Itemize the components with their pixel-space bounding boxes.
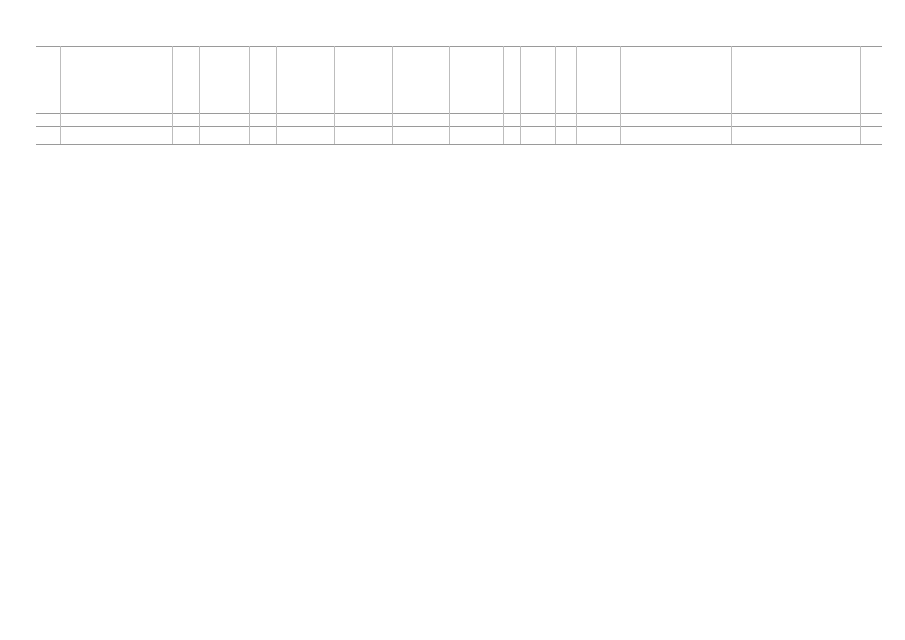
header-column-divider: [520, 46, 521, 144]
header-column-divider: [199, 46, 200, 144]
table-top-border: [36, 46, 882, 47]
colnum-row-border: [36, 126, 882, 127]
header-column-divider: [449, 46, 450, 144]
header-column-divider: [555, 46, 556, 144]
header-column-divider: [620, 46, 621, 144]
header-column-divider: [503, 46, 504, 144]
header-column-divider: [334, 46, 335, 144]
header-column-divider: [276, 46, 277, 144]
refs-row-border: [36, 144, 882, 145]
header-column-divider: [172, 46, 173, 144]
header-column-divider: [249, 46, 250, 144]
header-column-divider: [731, 46, 732, 144]
header-column-divider: [576, 46, 577, 144]
header-column-divider: [60, 46, 61, 144]
header-column-divider: [392, 46, 393, 144]
header-bottom-border: [36, 113, 882, 114]
header-column-divider: [860, 46, 861, 144]
